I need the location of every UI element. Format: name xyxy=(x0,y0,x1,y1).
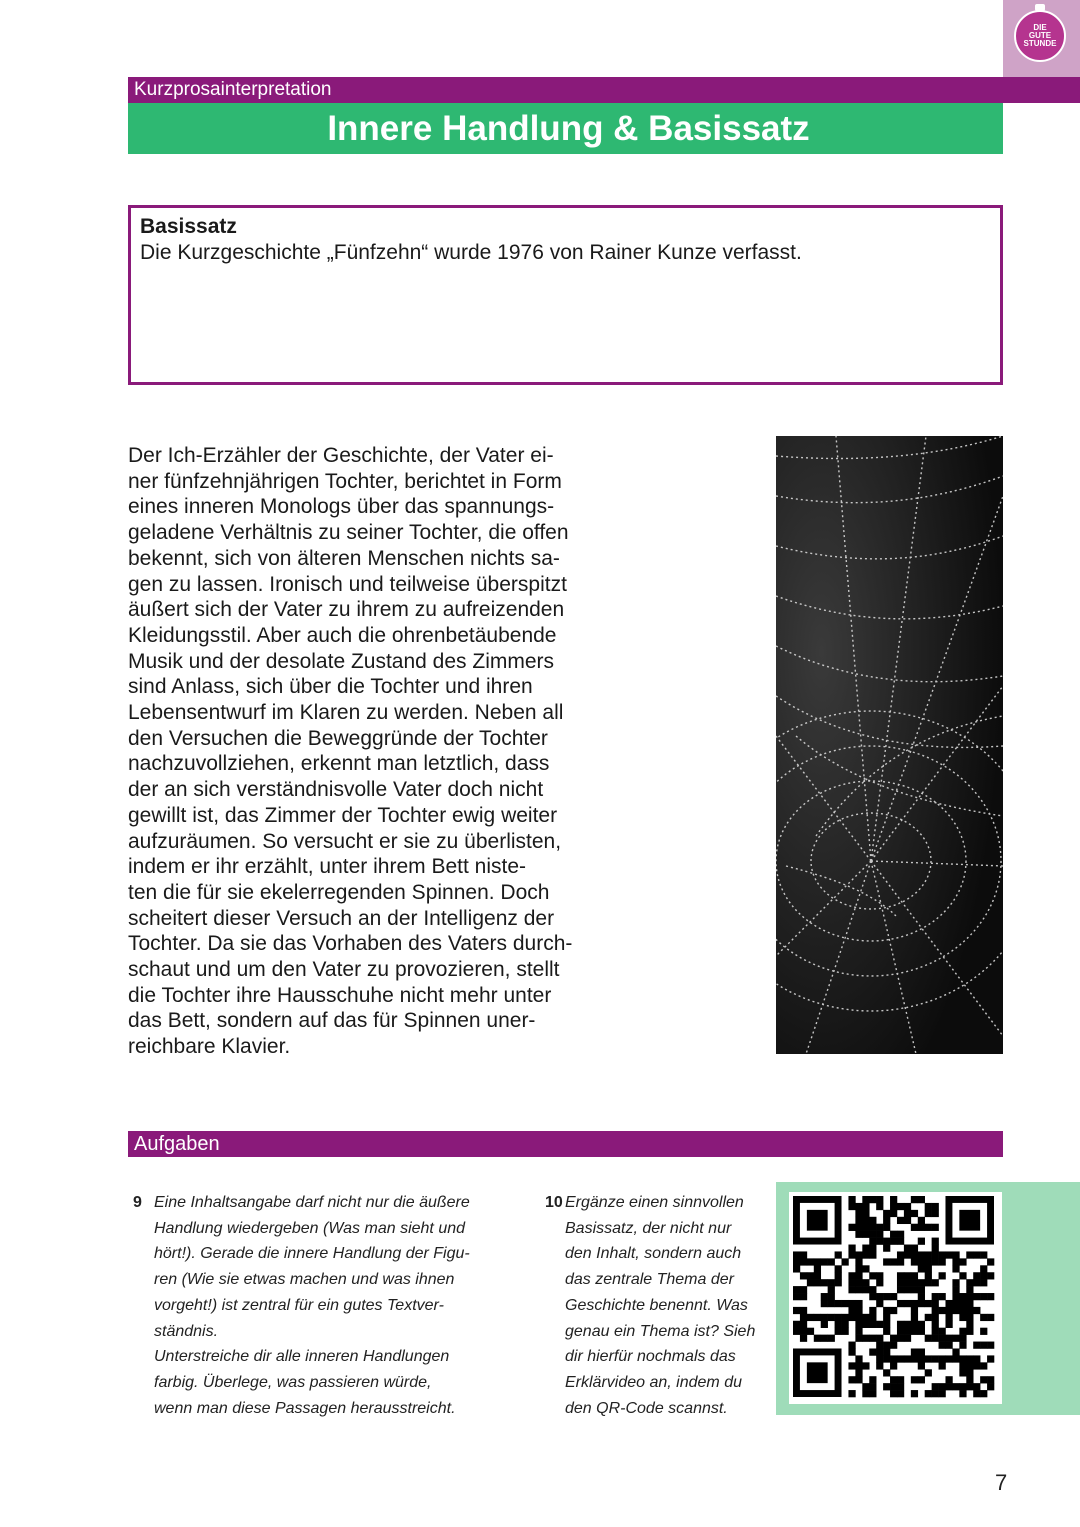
summary-line: ner fünfzehnjährigen Tochter, berichtet in Form xyxy=(128,469,562,493)
task10-line: den QR-Code scannst. xyxy=(565,1399,728,1417)
spider-web-photo xyxy=(776,436,1003,1054)
summary-line: scheitert dieser Versuch an der Intelligenz der xyxy=(128,906,555,930)
summary-line: eines inneren Monologs über das spannungs- xyxy=(128,495,555,519)
summary-line: äußert sich der Vater zu ihrem zu aufreizenden xyxy=(128,598,565,622)
task10-line: Erklärvideo an, indem du xyxy=(565,1373,742,1391)
task9-line: ständnis. xyxy=(154,1322,219,1340)
task10-line: dir hierfür nochmals das xyxy=(565,1348,736,1366)
summary-line: Musik und der desolate Zustand des Zimmers xyxy=(128,649,555,673)
qr-code[interactable] xyxy=(789,1192,1002,1404)
task9-line: Unterstreiche dir alle inneren Handlungen xyxy=(154,1348,450,1366)
aufgaben-bar xyxy=(128,1131,1003,1157)
summary-line: gewillt ist, das Zimmer der Tochter ewig weiter xyxy=(128,803,558,827)
summary-line: sind Anlass, sich über die Tochter und ihren xyxy=(128,675,533,699)
summary-line: die Tochter ihre Hausschuhe nicht mehr unter xyxy=(128,983,552,1007)
summary-text xyxy=(128,443,598,1060)
basissatz-label: Basissatz xyxy=(140,215,237,238)
summary-line: schaut und um den Vater zu provozieren, stellt xyxy=(128,958,560,982)
logo-line-1: DIE xyxy=(1033,23,1047,32)
page-title: Innere Handlung & Basissatz xyxy=(327,108,810,148)
summary-line: aufzuräumen. So versucht er sie zu überlisten, xyxy=(128,829,562,853)
task-9-number: 9 xyxy=(133,1194,142,1211)
task10-line: genau ein Thema ist? Sieh xyxy=(565,1322,756,1340)
task10-line: Basissatz, der nicht nur xyxy=(565,1219,732,1237)
logo-line-2: GUTE xyxy=(1028,31,1052,40)
category-label: Kurzprosainterpretation xyxy=(134,79,332,100)
summary-line: bekennt, sich von älteren Menschen nichts sa- xyxy=(128,546,560,570)
basissatz-text: Die Kurzgeschichte „Fünfzehn“ wurde 1976 von Rainer Kunze verfasst. xyxy=(140,241,802,264)
task-10-number: 10 xyxy=(545,1194,563,1211)
task9-line: wenn man diese Passagen herausstreicht. xyxy=(154,1399,456,1417)
task10-line: das zentrale Thema der xyxy=(565,1271,734,1289)
task10-line: den Inhalt, sondern auch xyxy=(565,1245,742,1263)
summary-line: geladene Verhältnis zu seiner Tochter, die offen xyxy=(128,521,569,545)
task10-line: Geschichte benennt. Was xyxy=(565,1296,748,1314)
logo-line-3: STUNDE xyxy=(1023,39,1057,48)
spider-web-icon xyxy=(776,436,1003,1054)
task-10-text xyxy=(565,1190,755,1421)
task9-line: Handlung wiedergeben (Was man sieht und xyxy=(154,1219,466,1237)
task-9-text xyxy=(154,1190,470,1421)
summary-line: indem er ihr erzählt, unter ihrem Bett niste- xyxy=(128,855,526,879)
summary-line: Lebensentwurf im Klaren zu werden. Neben all xyxy=(128,701,564,725)
aufgaben-label: Aufgaben xyxy=(134,1133,220,1155)
task9-line: hört!). Gerade die innere Handlung der Figu- xyxy=(154,1245,470,1263)
summary-line: Tochter. Da sie das Vorhaben des Vaters durch- xyxy=(128,932,573,956)
summary-line: der an sich verständnisvolle Vater doch nicht xyxy=(128,778,544,802)
task10-line: Ergänze einen sinnvollen xyxy=(565,1194,744,1211)
task9-line: Eine Inhaltsangabe darf nicht nur die äußere xyxy=(154,1194,470,1211)
title-bar xyxy=(128,103,1003,154)
summary-line: das Bett, sondern auf das für Spinnen uner- xyxy=(128,1009,536,1033)
task9-line: vorgeht!) ist zentral für ein gutes Textver- xyxy=(154,1296,444,1314)
summary-line: ten die für sie ekelerregenden Spinnen. Doch xyxy=(128,880,550,904)
summary-line: gen zu lassen. Ironisch und teilweise überspitzt xyxy=(128,572,567,596)
summary-line: Der Ich-Erzähler der Geschichte, der Vater ei- xyxy=(128,444,554,467)
summary-line: reichbare Klavier. xyxy=(128,1035,291,1059)
category-bar xyxy=(128,77,1080,103)
basissatz-box xyxy=(128,205,1003,385)
die-gute-stunde-logo xyxy=(1014,10,1066,62)
task9-line: ren (Wie sie etwas machen und was ihnen xyxy=(154,1271,455,1289)
page-number: 7 xyxy=(995,1470,1008,1495)
qr-code-icon xyxy=(789,1192,1002,1404)
summary-line: Kleidungsstil. Aber auch die ohrenbetäubende xyxy=(128,623,557,647)
summary-line: nachzuvollziehen, erkennt man letztlich, dass xyxy=(128,752,550,776)
task9-line: farbig. Überlege, was passieren würde, xyxy=(154,1373,432,1391)
summary-line: den Versuchen die Beweggründe der Tochter xyxy=(128,726,548,750)
